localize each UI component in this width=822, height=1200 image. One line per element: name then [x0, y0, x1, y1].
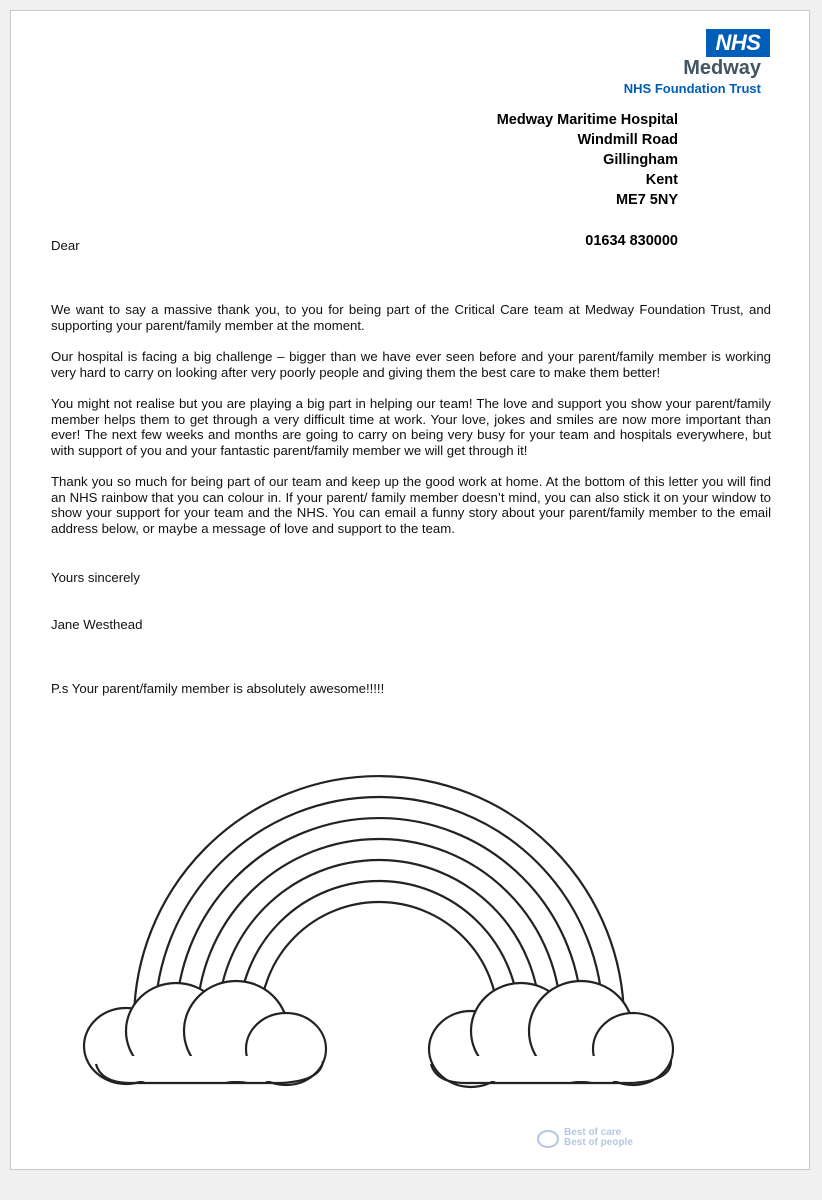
footer-tagline-2: Best of people — [564, 1137, 633, 1148]
right-cloud — [429, 981, 673, 1087]
address-line-3: Gillingham — [603, 152, 678, 168]
footer-tagline-1: Best of care — [564, 1127, 622, 1138]
paragraph-3: You might not realise but you are playing a big part in helping our team! The love and support you show your parent/family member helps them to get through a very difficult time at work. Your love, jokes and smiles are now more important than ever! The next few weeks and months are going to carry on being very busy for your team and hospitals everywhere, but with support of you and your fantastic parent/family member we will get through it! — [51, 396, 771, 458]
heart-hands-icon — [537, 1130, 559, 1148]
postscript: P.s Your parent/family member is absolutely awesome!!!!! — [51, 681, 385, 696]
phone-number: 01634 830000 — [585, 233, 678, 249]
salutation: Dear — [51, 238, 80, 253]
address-postcode: ME7 5NY — [615, 192, 678, 208]
address-line-2: Windmill Road — [577, 132, 678, 148]
rainbow-arc-1 — [134, 776, 624, 1021]
letter-page — [10, 10, 810, 1170]
org-name: Medway — [683, 57, 761, 79]
sender-address — [497, 110, 678, 210]
org-trust-name: NHS Foundation Trust — [623, 81, 761, 96]
rainbow-colouring-drawing — [51, 731, 771, 1131]
paragraph-4: Thank you so much for being part of our team and keep up the good work at home. At the bottom of this letter you will find an NHS rainbow that you can colour in. If your parent/ family member doesn’t mind, you can also stick it on your window to show your support for your team and the NHS. You can email a funny story about your parent/family member to the email address below, or maybe a message of love and support to the team. — [51, 474, 771, 536]
nhs-logo — [706, 29, 770, 57]
signer-title-cropped — [51, 634, 141, 638]
paragraph-1: We want to say a massive thank you, to you for being part of the Critical Care team at Medway Foundation Trust, and supporting your parent/family member at the moment. — [51, 302, 771, 333]
address-line-1: Medway Maritime Hospital — [496, 112, 678, 128]
left-cloud — [84, 981, 326, 1085]
closing: Yours sincerely — [51, 570, 140, 585]
best-of-care-logo — [531, 1125, 671, 1155]
address-line-4: Kent — [645, 172, 678, 188]
paragraph-2: Our hospital is facing a big challenge – bigger than we have ever seen before and your parent/family member is working very hard to carry on looking after very poorly people and giving them the best care to make them better! — [51, 349, 771, 380]
nhs-logo-text: NHS — [715, 30, 761, 55]
rainbow-arc-7 — [260, 902, 498, 1021]
signer-name: Jane Westhead — [51, 617, 143, 632]
